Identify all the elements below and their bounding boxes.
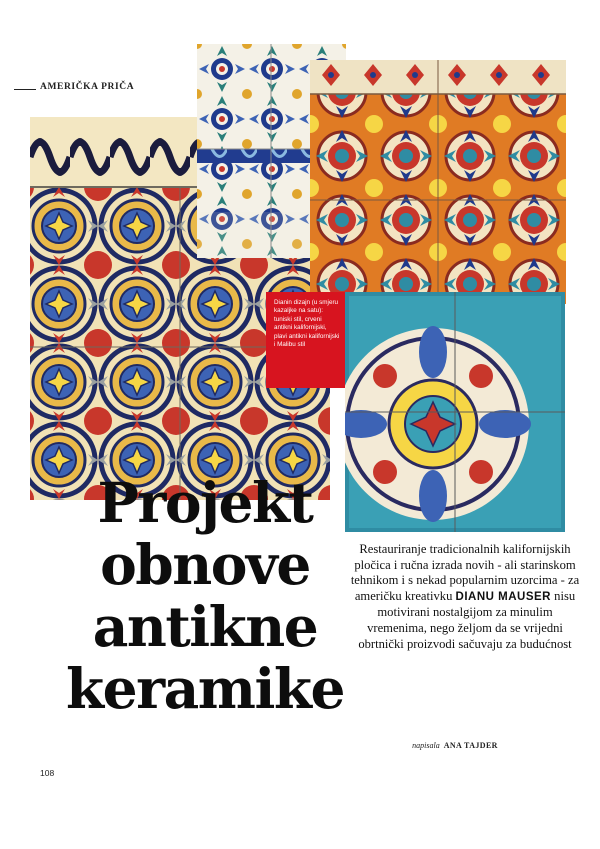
tile-photo-red-californian: [310, 60, 566, 304]
photo-caption-text: Dianin dizajn (u smjeru kazaljke na satu): tuniski stil, crveni antikni kalifornijski, plavi antikni kalifornijski i Malibu stil: [274, 299, 340, 349]
byline-author: ANA TAJDER: [443, 741, 498, 750]
headline-line-1: Projekt: [97, 470, 313, 535]
section-rule: [14, 89, 36, 90]
dek-text-before: Restauriranje tradicionalnih kalifornijskih pločica i ručna izrada novih - ali starinskom tehnikom i s nekad popularnim uzorcima - za američku kreativku: [350, 542, 580, 603]
section-label: AMERIČKA PRIČA: [40, 82, 135, 92]
byline: [350, 741, 560, 750]
tile-photo-malibu: [345, 292, 565, 532]
article-headline: [40, 472, 370, 720]
headline-line-2: obnove: [100, 532, 310, 597]
byline-label: napisala: [412, 741, 440, 750]
photo-caption: [266, 292, 345, 388]
dek-subject-name: DIANU MAUSER: [455, 590, 551, 603]
article-dek: [350, 542, 580, 652]
headline-line-4: keramike: [66, 656, 344, 721]
dek-text-after: nisu motivirani nostalgijom za minulim vremenima, nego željom da se vrijedni obrtnički proizvodi sačuvaju za budućnost: [358, 588, 576, 651]
page-number: 108: [40, 768, 55, 778]
headline-line-3: antikne: [92, 594, 318, 659]
